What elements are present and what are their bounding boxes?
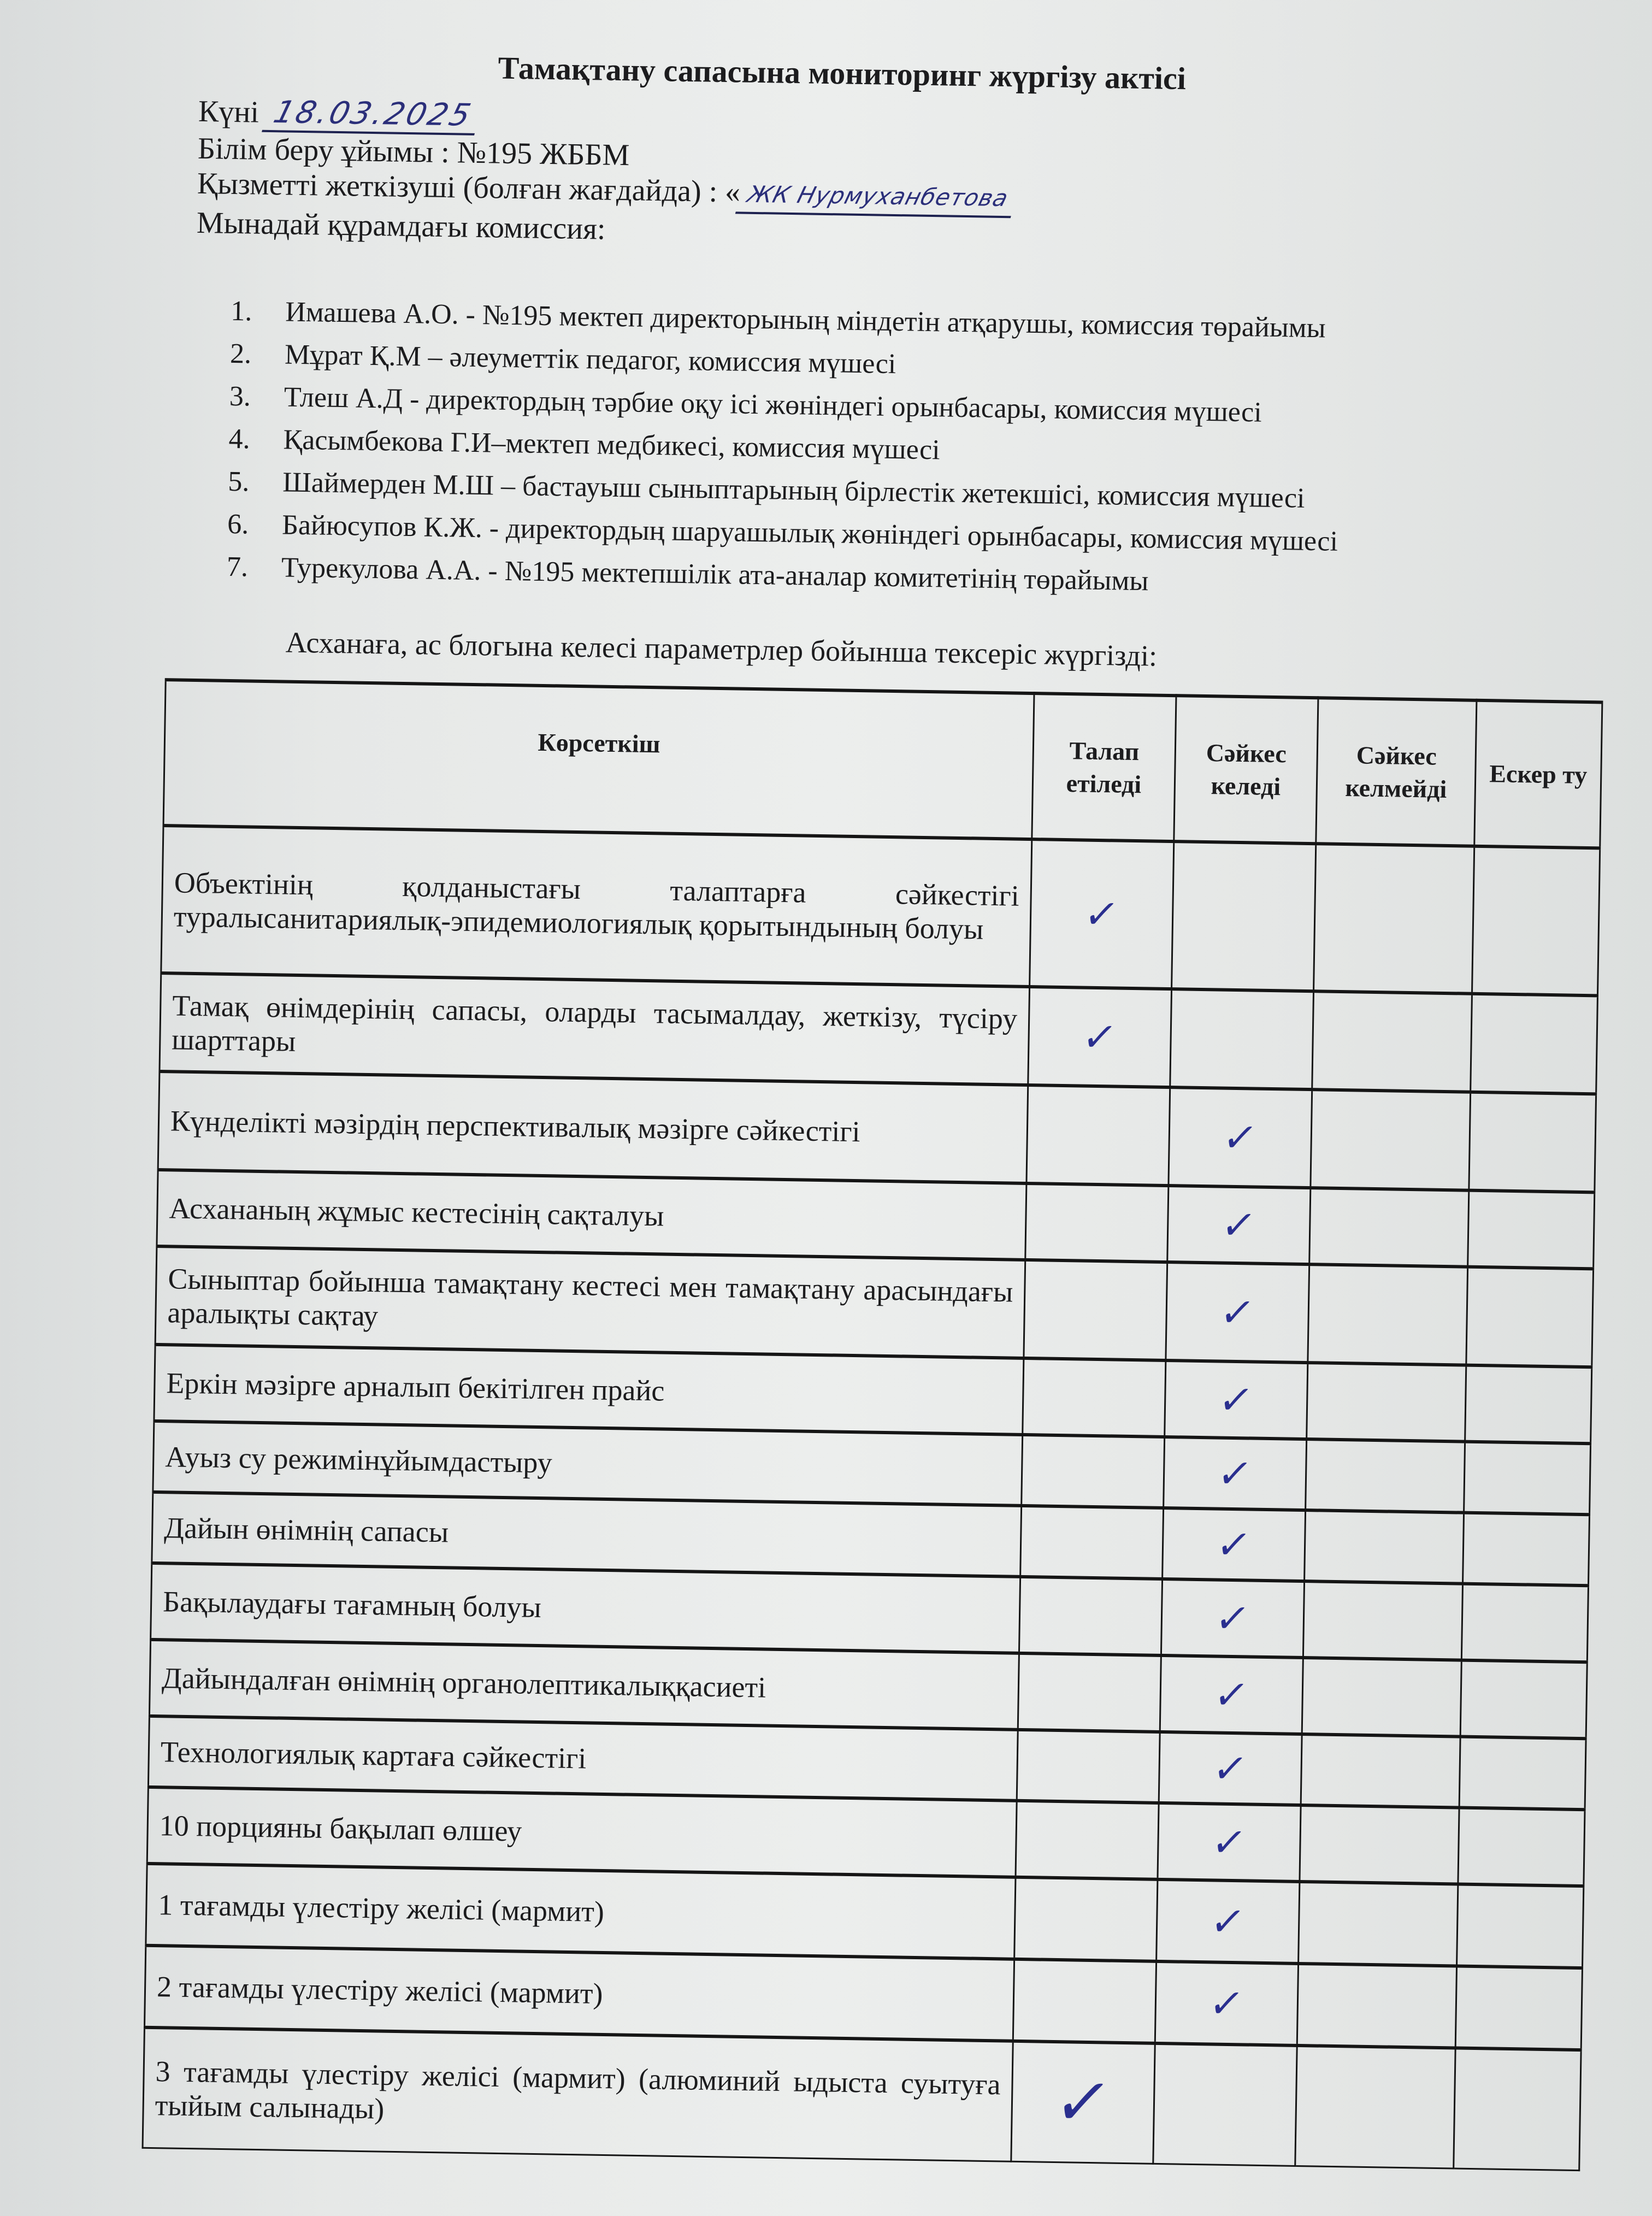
required-cell[interactable] [1016,1801,1159,1879]
compliant-cell[interactable] [1159,1732,1302,1805]
required-cell[interactable] [1023,1358,1166,1437]
date-label: Күні [198,94,259,129]
compliant-cell[interactable] [1169,1087,1312,1188]
compliant-cell[interactable] [1167,1186,1311,1264]
compliant-cell[interactable] [1153,2043,1297,2166]
noncompliant-cell[interactable] [1311,1089,1471,1190]
indicator-cell: Еркін мәзірге арналып бекітілген прайс [154,1345,1024,1435]
member-number: 7. [226,551,249,583]
noncompliant-cell[interactable] [1305,1510,1464,1584]
date-value: 18.03.2025 [262,95,484,135]
note-cell[interactable] [1472,846,1600,996]
note-cell[interactable] [1454,2048,1581,2171]
member-text: Байюсупов К.Ж. - директордың шаруашылық жөніндегі орынбасары, комиссия мүшесі [281,509,1338,557]
header-noncompliant: Сәйкес келмейді [1316,698,1477,846]
compliant-cell[interactable] [1158,1803,1301,1882]
checkmark-icon: ✓ [1207,1898,1249,1945]
indicator-cell: Асхананың жұмыс кестесінің сақталуы [157,1170,1026,1260]
indicator-cell: 1 тағамды үлестіру желісі (мармит) [146,1864,1016,1959]
compliant-cell[interactable] [1157,1879,1300,1964]
noncompliant-cell[interactable] [1297,1964,1456,2048]
noncompliant-cell[interactable] [1308,1264,1468,1365]
noncompliant-cell[interactable] [1300,1805,1459,1884]
member-number: 4. [228,423,251,455]
checkmark-icon: ✓ [1215,1376,1257,1423]
indicator-cell: 2 тағамды үлестіру желісі (мармит) [144,1946,1014,2041]
compliant-cell[interactable] [1166,1262,1309,1363]
checkmark-icon: ✓ [1209,1745,1252,1792]
compliant-cell[interactable] [1163,1508,1306,1581]
required-cell[interactable] [1011,2041,1155,2164]
table-header-row [163,680,1602,848]
note-cell[interactable] [1457,1884,1584,1969]
member-number: 5. [227,465,250,498]
inspection-intro: Асханаға, ас блогына келесі параметрлер бойынша тексеріс жүргізді: [285,626,1158,673]
checkmark-icon: ✓ [1212,1595,1254,1642]
note-cell[interactable] [1463,1513,1590,1586]
indicator-cell: 10 порцияны бақылап өлшеу [147,1787,1017,1877]
required-cell[interactable] [1018,1653,1161,1732]
note-cell[interactable] [1469,1092,1596,1193]
compliant-cell[interactable] [1164,1437,1307,1510]
indicator-cell: 3 тағамды үлестіру желісі (мармит) (алюминий ыдыста суытуға тыйым салынады) [143,2028,1013,2161]
required-cell[interactable] [1025,1183,1169,1262]
indicator-cell: Дайындалған өнімнің органолептикалыққасиеті [149,1640,1019,1730]
indicator-cell: Объектінің қолданыстағы талаптарға сәйкестігі туралысанитариялық-эпидемиологиялық қорытындының болуы [161,826,1032,987]
member-text: Имашева А.О. - №195 мектеп директорының міндетін атқарушы, комиссия төрайымы [285,296,1326,344]
compliant-cell[interactable] [1161,1579,1304,1658]
noncompliant-cell[interactable] [1295,2046,1455,2168]
checkmark-icon: ✓ [1211,1671,1253,1718]
compliant-cell[interactable] [1170,989,1314,1089]
commission-label: Мынадай құрамдағы комиссия: [196,205,606,246]
member-number: 6. [227,508,249,540]
required-cell[interactable] [1017,1730,1160,1803]
checkmark-icon: ✓ [1078,1013,1121,1060]
checkmark-icon: ✓ [1206,1980,1248,2027]
indicator-cell: Сыныптар бойынша тамақтану кестесі мен тамақтану арасындағы аралықты сақтау [155,1246,1025,1358]
note-cell[interactable] [1465,1365,1592,1444]
compliant-cell[interactable] [1155,1961,1298,2046]
note-cell[interactable] [1466,1267,1594,1368]
noncompliant-cell[interactable] [1299,1882,1458,1966]
member-number: 1. [230,295,252,327]
required-cell[interactable] [1026,1085,1170,1186]
required-cell[interactable] [1019,1577,1162,1655]
table-row [143,2028,1581,2170]
noncompliant-cell[interactable] [1309,1188,1469,1267]
noncompliant-cell[interactable] [1312,991,1472,1092]
noncompliant-cell[interactable] [1302,1658,1461,1737]
checkmark-icon: ✓ [1208,1819,1250,1866]
compliant-cell[interactable] [1172,841,1316,991]
note-cell[interactable] [1455,1966,1582,2050]
indicator-cell: Бақылаудағы тағамның болуы [151,1563,1020,1653]
checkmark-icon: ✓ [1218,1201,1260,1248]
table-row [161,826,1600,995]
member-text: Тлеш А.Д - директордың тәрбие оқу ісі жөніндегі орынбасары, комиссия мүшесі [284,381,1262,428]
member-number: 2. [229,338,252,370]
note-cell[interactable] [1461,1584,1588,1663]
commission-list [226,290,1341,606]
indicator-cell: Тамақ өнімдерінің сапасы, оларды тасымалдау, жеткізу, түсіру шарттары [160,973,1030,1085]
required-cell[interactable] [1030,839,1174,989]
checkmark-icon: ✓ [1213,1521,1255,1568]
checkmark-icon: ✓ [1217,1289,1259,1336]
provider-value: ЖК Нурмуханбетова [735,177,1020,219]
required-cell[interactable] [1014,1877,1158,1961]
note-cell[interactable] [1464,1442,1591,1515]
required-cell[interactable] [1028,987,1172,1087]
note-cell[interactable] [1460,1660,1587,1739]
noncompliant-cell[interactable] [1301,1734,1460,1808]
compliant-cell[interactable] [1160,1655,1303,1734]
indicator-cell: Технологиялық картаға сәйкестігі [148,1716,1018,1801]
provider-label: Қызметті жеткізуші (болған жағдайда) : « [197,166,741,209]
inspection-table [141,678,1603,2171]
note-cell[interactable] [1468,1190,1595,1269]
required-cell[interactable] [1022,1435,1165,1508]
required-cell[interactable] [1024,1260,1167,1360]
required-cell[interactable] [1013,1959,1156,2043]
checkmark-icon: ✓ [1219,1114,1261,1161]
checkmark-icon: ✓ [1081,891,1123,938]
checkmark-icon: ✓ [1214,1450,1256,1497]
indicator-cell: Дайын өнімнің сапасы [152,1492,1022,1577]
noncompliant-cell[interactable] [1306,1439,1465,1513]
indicator-cell: Ауыз су режимінұйымдастыру [153,1421,1023,1506]
noncompliant-cell[interactable] [1303,1581,1462,1660]
document-title: Тамақтану сапасына мониторинг жүргізу актісі [498,50,1187,97]
member-text: Турекулова А.А. - №195 мектепшілік ата-аналар комитетінің төрайымы [281,552,1149,597]
checkmark-icon: ✓ [1048,2064,1118,2141]
noncompliant-cell[interactable] [1307,1363,1466,1442]
header-indicator: Көрсеткіш [163,680,1034,839]
org-line: Білім беру ұйымы : №195 ЖББМ [197,131,630,173]
member-text: Шаймерден М.Ш – бастауыш сыныптарының бірлестік жетекшісі, комиссия мүшесі [282,467,1305,514]
noncompliant-cell[interactable] [1314,844,1474,994]
member-text: Мұрат Қ.М – әлеуметтік педагог, комиссия мүшесі [284,339,896,380]
required-cell[interactable] [1020,1506,1164,1579]
member-text: Қасымбекова Г.И–мектеп медбикесі, комиссия мүшесі [283,424,941,466]
document-meta [196,94,1017,253]
header-compliant: Сәйкес келеді [1174,696,1318,844]
indicator-cell: Күнделікті мәзірдің перспективалық мәзірге сәйкестігі [158,1071,1028,1183]
note-cell[interactable] [1459,1737,1586,1810]
member-number: 3. [229,380,251,412]
compliant-cell[interactable] [1165,1360,1308,1439]
header-note: Ескер ту [1474,700,1602,848]
note-cell[interactable] [1471,994,1598,1094]
header-required: Талап етіледі [1032,693,1176,841]
note-cell[interactable] [1458,1808,1585,1887]
